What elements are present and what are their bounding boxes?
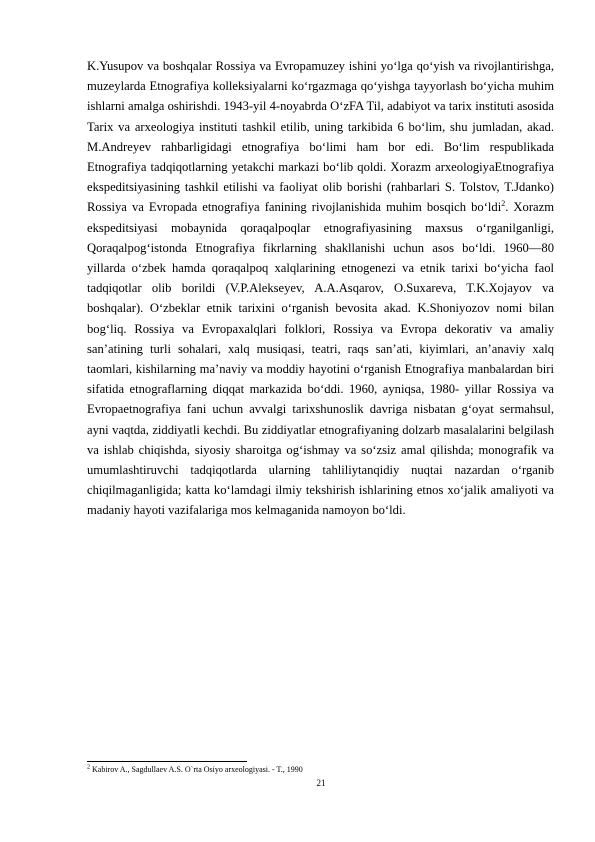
footnote bbox=[87, 765, 554, 775]
page-number: 21 bbox=[316, 778, 326, 788]
footnote-separator bbox=[87, 761, 247, 762]
footnote-text: Kabirov A., Sagdullaev A.S. O`rta Osiyo arxeologiyasi. - T., 1990 bbox=[90, 765, 303, 774]
body-text-part-2: . Xorazm ekspeditsiyasi mobaynida qoraqalpoqlar etnografiyasining maxsus o‘rganilganligi, Qoraqalpog‘istonda Etnografiya fikrlarning shakllanishi uchun asos bo‘ldi. 1960—80 yillarda o‘zbek hamda qoraqalpoq xalqlarining etnogenezi va etnik tarixi bo‘yicha faol tadqiqotlar olib borildi (V.P.Alekseyev, A.A.Asqarov, O.Suxareva, T.K.Xojayov va boshqalar). O‘zbeklar etnik tarixini o‘rganish bevosita akad. K.Shoniyozov nomi bilan bog‘liq. Rossiya va Evropaxalqlari folklori, Rossiya va Evropa dekorativ va amaliy san’atining turli sohalari, xalq musiqasi, teatri, raqs san’ati, kiyimlari, an’anaviy xalq taomlari, kishilarning ma’naviy va moddiy hayotini o‘rganish Etnografiya manbalardan biri sifatida etnograflarning diqqat markazida bo‘ddi. 1960, ayniqsa, 1980- yillar Rossiya va Evropaetnografiya fani uchun avvalgi tarixshunoslik davriga nisbatan g‘oyat sermahsul, ayni vaqtda, ziddiyatli kechdi. Bu ziddiyatlar etnografiyaning dolzarb masalalarini belgilash va ishlab chiqishda, siyosiy sharoitga og‘ishmay va so‘zsiz amal qilishda; monografik va umumlashtiruvchi tadqiqotlarda ularning tahliliytanqidiy nuqtai nazardan o‘rganib chiqilmaganligida; katta ko‘lamdagi ilmiy tekshirish ishlarining etnos xo‘jalik amaliyoti va madaniy hayoti vazifalariga mos kelmaganida namoyon bo‘ldi. bbox=[87, 200, 554, 518]
footnote-reference[interactable]: 2 bbox=[501, 199, 506, 209]
body-text-part-1: K.Yusupov va boshqalar Rossiya va Evropamuzey ishini yo‘lga qo‘yish va rivojlantirishga, muzeylarda Etnografiya kolleksiyalarni ko‘rgazmaga qo‘yishga tayyorlash bo‘yicha muhim ishlarni amalga oshirishdi. 1943-yil 4-noyabrda O‘zFA Til, adabiyot va tarix instituti asosida Tarix va arxeologiya instituti tashkil etilib, uning tarkibida 6 bo‘lim, shu jumladan, akad. M.Andreyev rahbarligidagi etnografiya bo‘limi ham bor edi. Bo‘lim respublikada Etnografiya tadqiqotlarning yetakchi markazi bo‘lib qoldi. Xorazm arxeologiyaEtnografiya ekspeditsiyasining tashkil etilishi va faoliyat olib borishi (rahbarlari S. Tolstov, T.Jdanko) Rossiya va Evropada etnografiya fanining rivojlanishida muhim bosqich bo‘ldi bbox=[87, 59, 554, 215]
body-paragraph bbox=[87, 56, 554, 521]
footnote-marker: 2 bbox=[87, 764, 90, 771]
